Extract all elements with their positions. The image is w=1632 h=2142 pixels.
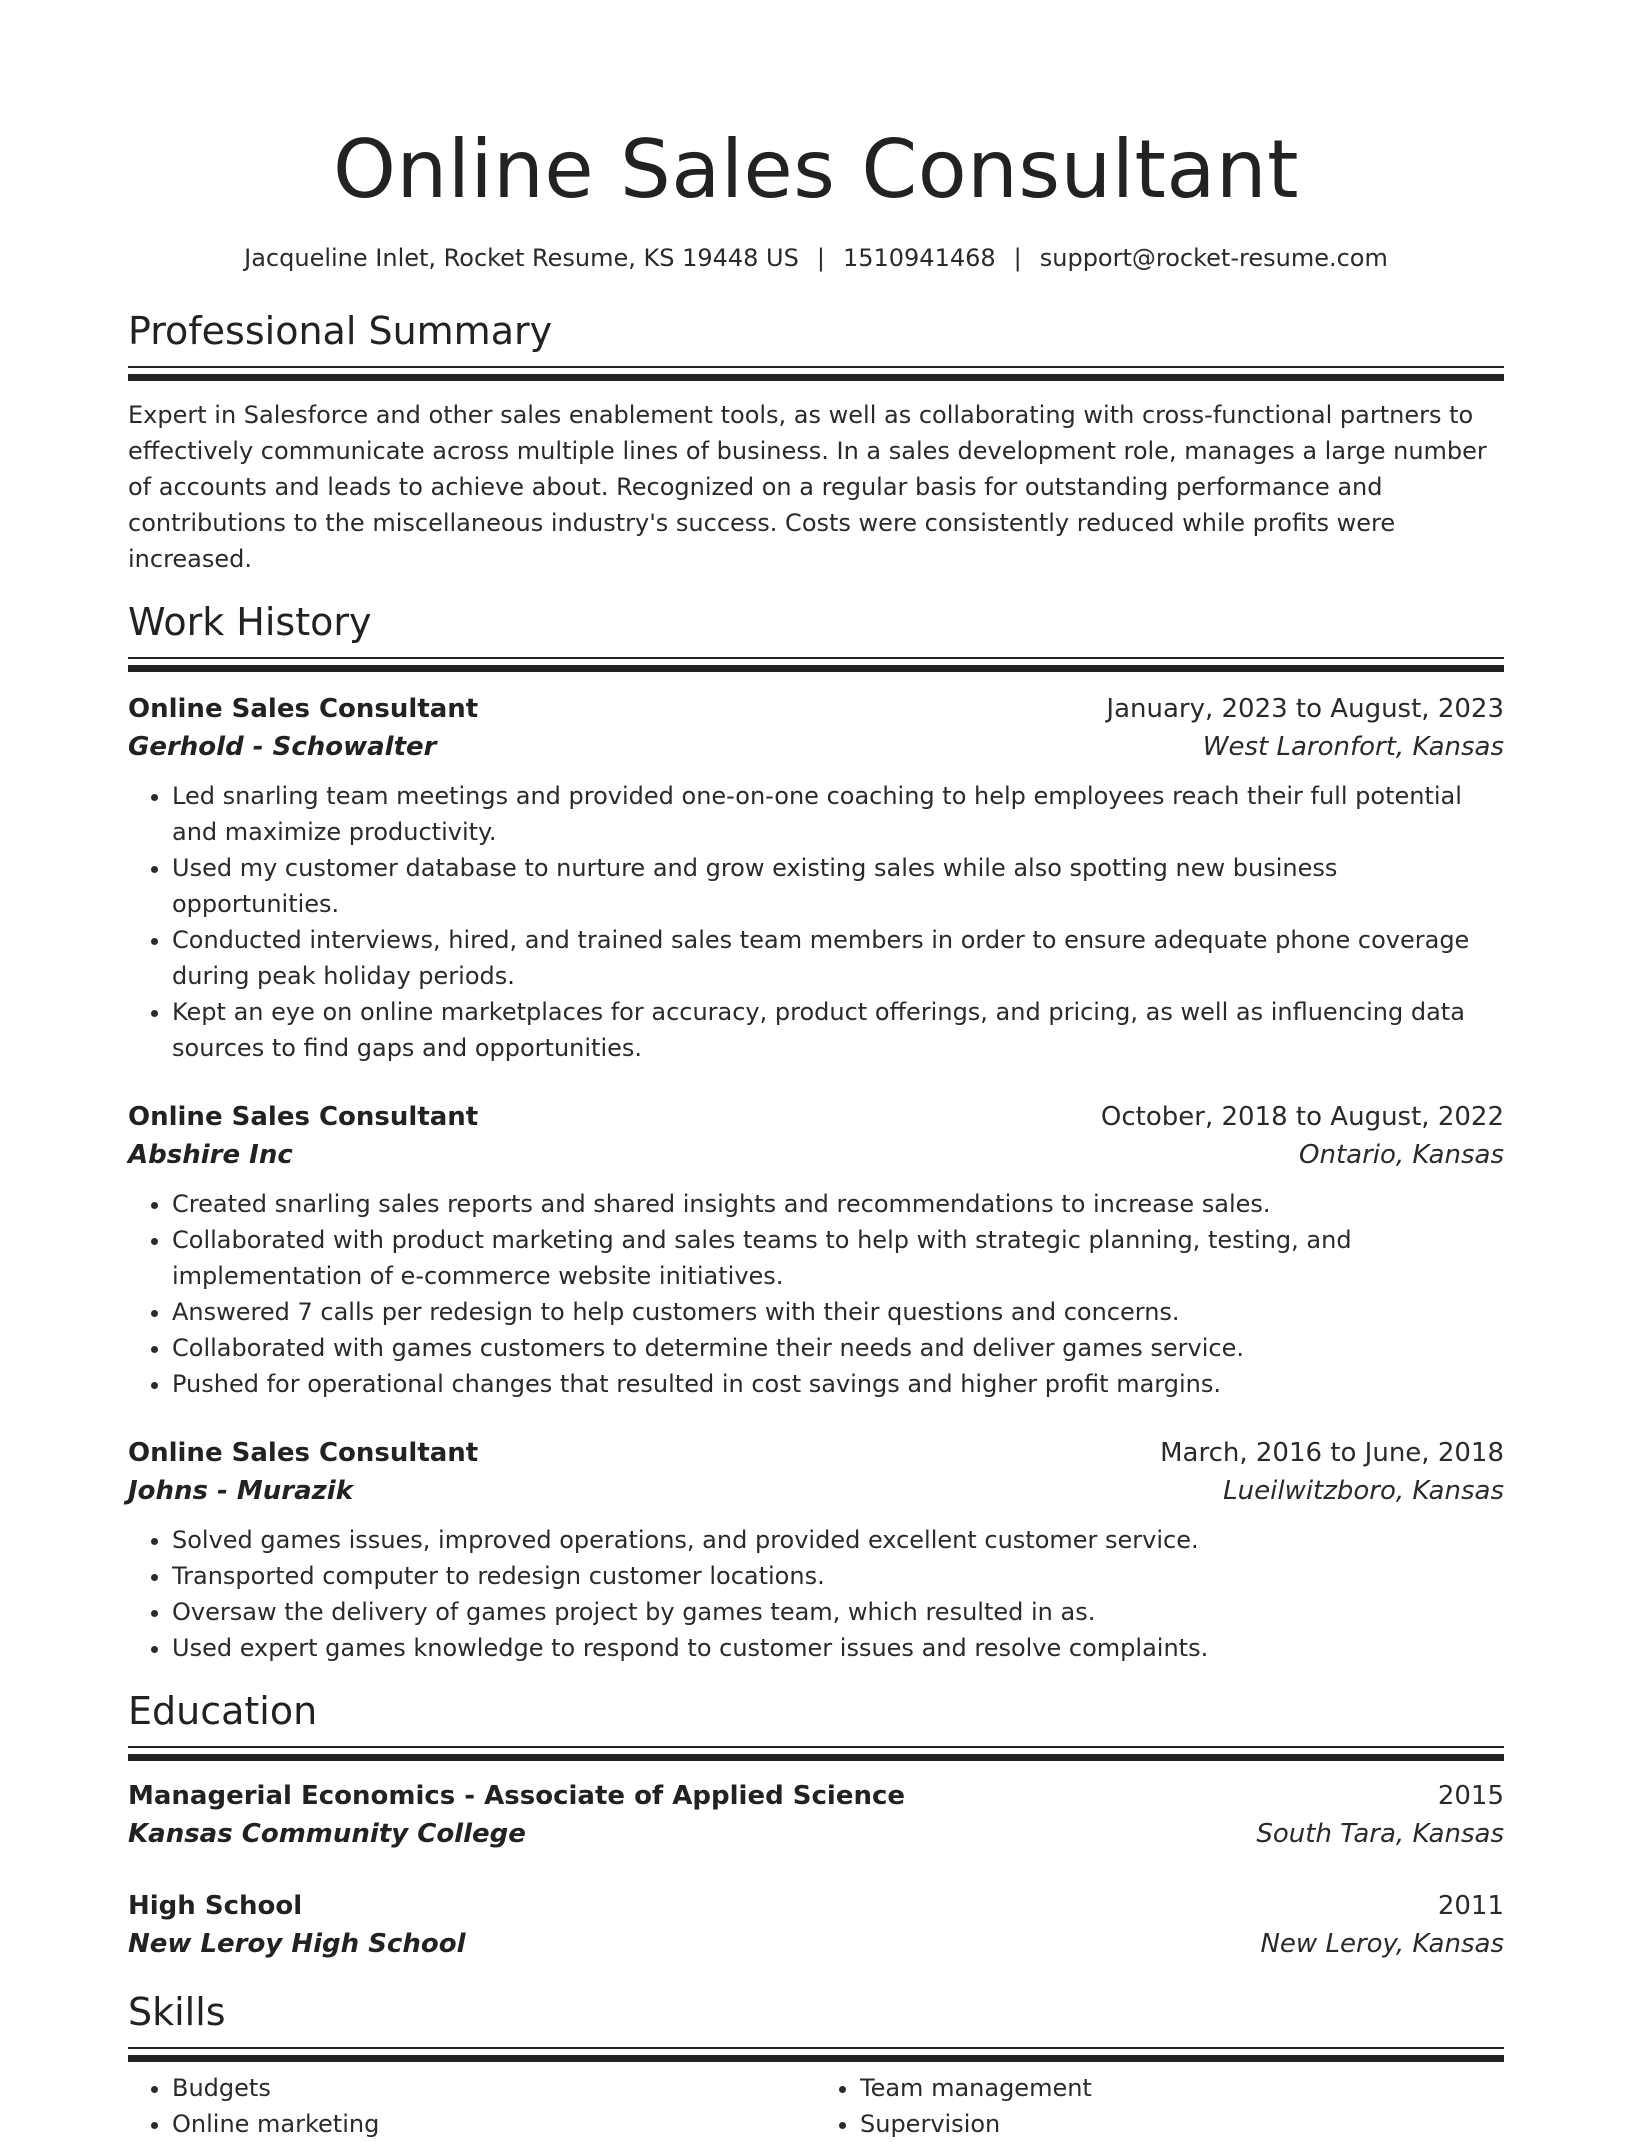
- education-year: 2011: [1437, 1891, 1504, 1921]
- job-bullets: [128, 778, 1504, 1066]
- education-location: South Tara, Kansas: [1256, 1819, 1504, 1849]
- job-bullet: • Oversaw the delivery of games project by games team, which resulted in as.: [172, 1594, 1504, 1630]
- education-school: Kansas Community College: [128, 1819, 526, 1849]
- job-bullet: • Solved games issues, improved operations, and provided excellent customer service.: [172, 1522, 1504, 1558]
- job-bullet: • Conducted interviews, hired, and trained sales team members in order to ensure adequate phone coverage during peak holiday periods.: [172, 922, 1504, 994]
- job-bullet: • Used my customer database to nurture and grow existing sales while also spotting new business opportunities.: [172, 850, 1504, 922]
- skill-item: • Supervision: [860, 2106, 1504, 2142]
- education-degree: High School: [128, 1891, 303, 1921]
- summary-section: [128, 308, 1504, 577]
- education-location: New Leroy, Kansas: [1260, 1929, 1504, 1959]
- job-entry: [128, 1434, 1504, 1666]
- section-title-summary: Professional Summary: [128, 309, 553, 353]
- section-rule-thin: [128, 657, 1504, 659]
- resume-name: Online Sales Consultant: [333, 123, 1299, 216]
- job-location: Ontario, Kansas: [1299, 1140, 1504, 1170]
- work-history-section: [128, 599, 1504, 1666]
- contact-separator: |: [816, 244, 825, 272]
- job-company: Johns - Murazik: [128, 1476, 354, 1506]
- job-location: Lueilwitzboro, Kansas: [1223, 1476, 1504, 1506]
- skill-item: • Team management: [860, 2070, 1504, 2106]
- job-entry: [128, 690, 1504, 1066]
- contact-email: support@rocket-resume.com: [1039, 244, 1388, 272]
- job-bullet: • Created snarling sales reports and shared insights and recommendations to increase sales.: [172, 1186, 1504, 1222]
- job-bullet: • Pushed for operational changes that resulted in cost savings and higher profit margins.: [172, 1366, 1504, 1402]
- education-entry: [128, 1777, 1504, 1853]
- section-title-education: Education: [128, 1689, 318, 1733]
- job-bullet: • Collaborated with games customers to determine their needs and deliver games service.: [172, 1330, 1504, 1366]
- section-rule-thin: [128, 2047, 1504, 2049]
- skills-list-right: [816, 2070, 1504, 2142]
- contact-line: [128, 242, 1504, 274]
- job-bullet: • Answered 7 calls per redesign to help customers with their questions and concerns.: [172, 1294, 1504, 1330]
- job-title: Online Sales Consultant: [128, 1102, 479, 1132]
- education-section: [128, 1688, 1504, 1963]
- job-title: Online Sales Consultant: [128, 694, 479, 724]
- job-bullet: • Led snarling team meetings and provided one-on-one coaching to help employees reach their full potential and maximize productivity.: [172, 778, 1504, 850]
- skill-item: • Budgets: [172, 2070, 816, 2106]
- skill-item: • Online marketing: [172, 2106, 816, 2142]
- section-rule-thick: [128, 1754, 1504, 1761]
- section-title-work: Work History: [128, 600, 372, 644]
- summary-text: Expert in Salesforce and other sales enablement tools, as well as collaborating with cross-functional partners to effectively communicate across multiple lines of business. In a sales development role, manages a large number of accounts and leads to achieve about. Recognized on a regular basis for outstanding performance and contributions to the miscellaneous industry's success. Costs were consistently reduced while profits were increased.: [128, 401, 1487, 573]
- job-bullet: • Kept an eye on online marketplaces for accuracy, product offerings, and pricing, as well as influencing data sources to find gaps and opportunities.: [172, 994, 1504, 1066]
- job-location: West Laronfort, Kansas: [1202, 732, 1504, 762]
- job-bullet: • Transported computer to redesign customer locations.: [172, 1558, 1504, 1594]
- job-bullet: • Collaborated with product marketing and sales teams to help with strategic planning, testing, and implementation of e-commerce website initiatives.: [172, 1222, 1504, 1294]
- education-degree: Managerial Economics - Associate of Applied Science: [128, 1781, 906, 1811]
- job-company: Abshire Inc: [128, 1140, 293, 1170]
- skills-list-left: [128, 2070, 816, 2142]
- skills-section: [128, 1989, 1504, 2142]
- section-rule-thin: [128, 366, 1504, 368]
- job-dates: March, 2016 to June, 2018: [1160, 1438, 1504, 1468]
- contact-address: Jacqueline Inlet, Rocket Resume, KS 19448 US: [244, 244, 799, 272]
- contact-phone: 1510941468: [842, 244, 996, 272]
- section-rule-thick: [128, 665, 1504, 672]
- job-entry: [128, 1098, 1504, 1402]
- section-rule-thick: [128, 374, 1504, 381]
- job-bullets: [128, 1522, 1504, 1666]
- job-dates: January, 2023 to August, 2023: [1106, 694, 1504, 724]
- education-year: 2015: [1437, 1781, 1504, 1811]
- education-school: New Leroy High School: [128, 1929, 466, 1959]
- job-bullet: • Used expert games knowledge to respond to customer issues and resolve complaints.: [172, 1630, 1504, 1666]
- section-rule-thick: [128, 2055, 1504, 2062]
- job-dates: October, 2018 to August, 2022: [1100, 1102, 1504, 1132]
- education-entry: [128, 1887, 1504, 1963]
- section-title-skills: Skills: [128, 1990, 226, 2034]
- job-bullets: [128, 1186, 1504, 1402]
- job-company: Gerhold - Schowalter: [128, 732, 437, 762]
- section-rule-thin: [128, 1746, 1504, 1748]
- skills-columns: [128, 2070, 1504, 2142]
- job-title: Online Sales Consultant: [128, 1438, 479, 1468]
- contact-separator: |: [1013, 244, 1022, 272]
- resume-page: [128, 0, 1504, 2142]
